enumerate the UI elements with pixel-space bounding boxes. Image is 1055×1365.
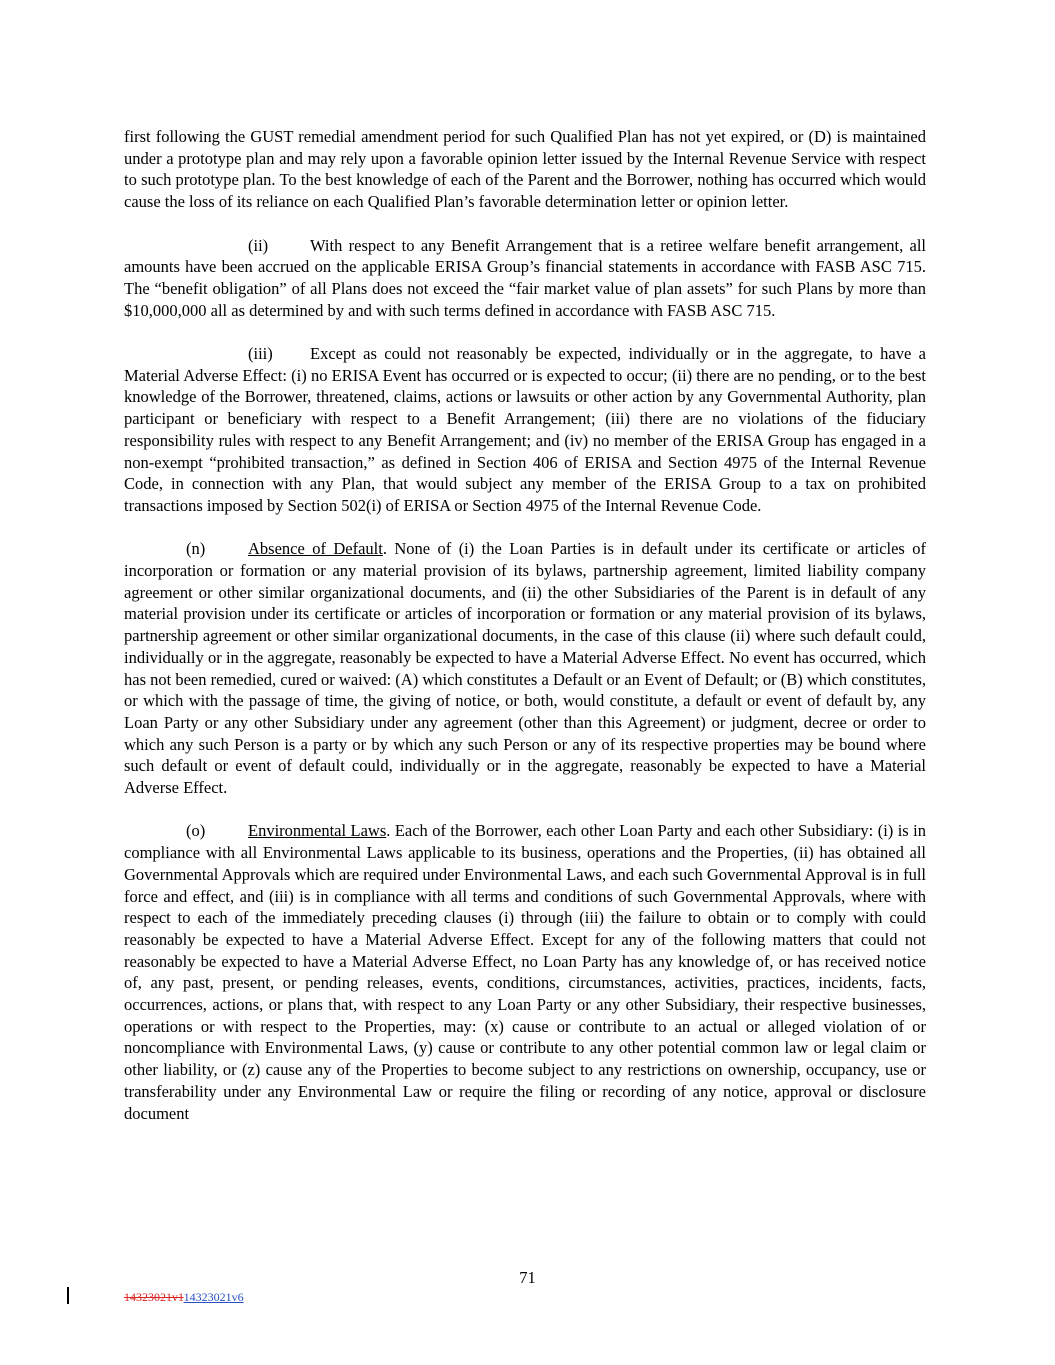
document-id-inserted: 14323021v6	[183, 1290, 244, 1304]
section-n-absence-of-default	[124, 538, 926, 798]
paragraph-continuation: first following the GUST remedial amendment period for such Qualified Plan has not yet expired, or (D) is maintained under a prototype plan and may rely upon a favorable opinion letter issued by the Internal Revenue Service with respect to such prototype plan. To the best knowledge of each of the Parent and the Borrower, nothing has occurred which would cause the loss of its reliance on each Qualified Plan’s favorable determination letter or opinion letter.	[124, 127, 926, 212]
page-number: 71	[519, 1268, 536, 1287]
clause-text: With respect to any Benefit Arrangement that is a retiree welfare benefit arrangement, all amounts have been accrued on the applicable ERISA Group’s financial statements in accordance with FASB ASC 715. The “benefit obligation” of all Plans does not exceed the “fair market value of plan assets” for such Plans by more than $10,000,000 all as determined by and with such terms defined in accordance with FASB ASC 715.	[124, 235, 926, 320]
paragraph-m-iii	[124, 343, 926, 517]
section-heading: Absence of Default	[248, 539, 383, 559]
paragraph-m-ii	[124, 235, 926, 322]
section-text: . Each of the Borrower, each other Loan Party and each other Subsidiary: (i) is in compliance with all Environmental Laws applicable to its business, operations and the Properties, (ii) has obtained all Governmental Approvals which are required under Environmental Laws, and each such Governmental Approval is in full force and effect, and (iii) is in compliance with all terms and conditions of such Governmental Approvals, where with respect to each of the immediately preceding clauses (i) through (iii) the failure to obtain or to comply with could reasonably be expected to have a Material Adverse Effect. Except for any of the following matters that could not reasonably be expected to have a Material Adverse Effect, no Loan Party has any knowledge of, or has received notice of, any past, present, or pending releases, events, conditions, circumstances, activities, practices, incidents, facts, occurrences, actions, or plans that, with respect to any Loan Party or any other Subsidiary, their respective businesses, operations or with respect to the Properties, may: (x) cause or contribute to an actual or alleged violation of or noncompliance with Environmental Laws, (y) cause or contribute to any other potential common law or legal claim or other liability, or (z) cause any of the Properties to become subject to any restrictions on ownership, occupancy, use or transferability under any Environmental Law or require the filing or recording of any notice, approval or disclosure document	[124, 821, 927, 1123]
clause-text: Except as could not reasonably be expected, individually or in the aggregate, to have a Material Adverse Effect: (i) no ERISA Event has occurred or is expected to occur; (ii) there are no pending, or to the best knowledge of the Borrower, threatened, claims, actions or lawsuits or other action by any Governmental Authority, plan participant or beneficiary with respect to a Benefit Arrangement; (iii) there are no violations of the fiduciary responsibility rules with respect to any Benefit Arrangement; and (iv) no member of the ERISA Group has engaged in a non-exempt “prohibited transaction,” as defined in Section 406 of ERISA and Section 4975 of the Internal Revenue Code, in connection with any Plan, that would subject any member of the ERISA Group to a tax on prohibited transactions imposed by Section 502(i) of ERISA or Section 4975 of the Internal Revenue Code.	[124, 344, 926, 515]
document-id	[124, 1290, 244, 1304]
clause-number: (iii)	[248, 344, 273, 363]
section-number: (n)	[186, 539, 206, 559]
section-heading: Environmental Laws	[248, 821, 387, 841]
clause-number: (ii)	[248, 235, 269, 255]
section-number: (o)	[186, 821, 206, 841]
section-o-environmental-laws	[124, 820, 926, 1124]
page-body	[124, 126, 926, 1124]
document-id-deleted: 14323021v1	[124, 1290, 184, 1304]
change-bar	[67, 1287, 69, 1304]
section-text: . None of (i) the Loan Parties is in default under its certificate or articles of incorporation or formation or any material provision of its bylaws, partnership agreement, limited liability company agreement or other similar organizational documents, and (ii) the other Subsidiaries of the Parent is in default of any material provision under its certificate or articles of incorporation or formation or any material provision of its bylaws, partnership agreement or other similar organizational documents, in the case of this clause (ii) where such default could, individually or in the aggregate, reasonably be expected to have a Material Adverse Effect. No event has occurred, which has not been remedied, cured or waived: (A) which constitutes a Default or an Event of Default; or (B) which constitutes, or which with the passage of time, the giving of notice, or both, would constitute, a default or event of default by, any Loan Party or any other Subsidiary under any agreement (other than this Agreement) or judgment, decree or order to which any such Person is a party or by which any such Person or any of its respective properties may be bound where such default or event of default could, individually or in the aggregate, reasonably be expected to have a Material Adverse Effect.	[124, 539, 927, 798]
